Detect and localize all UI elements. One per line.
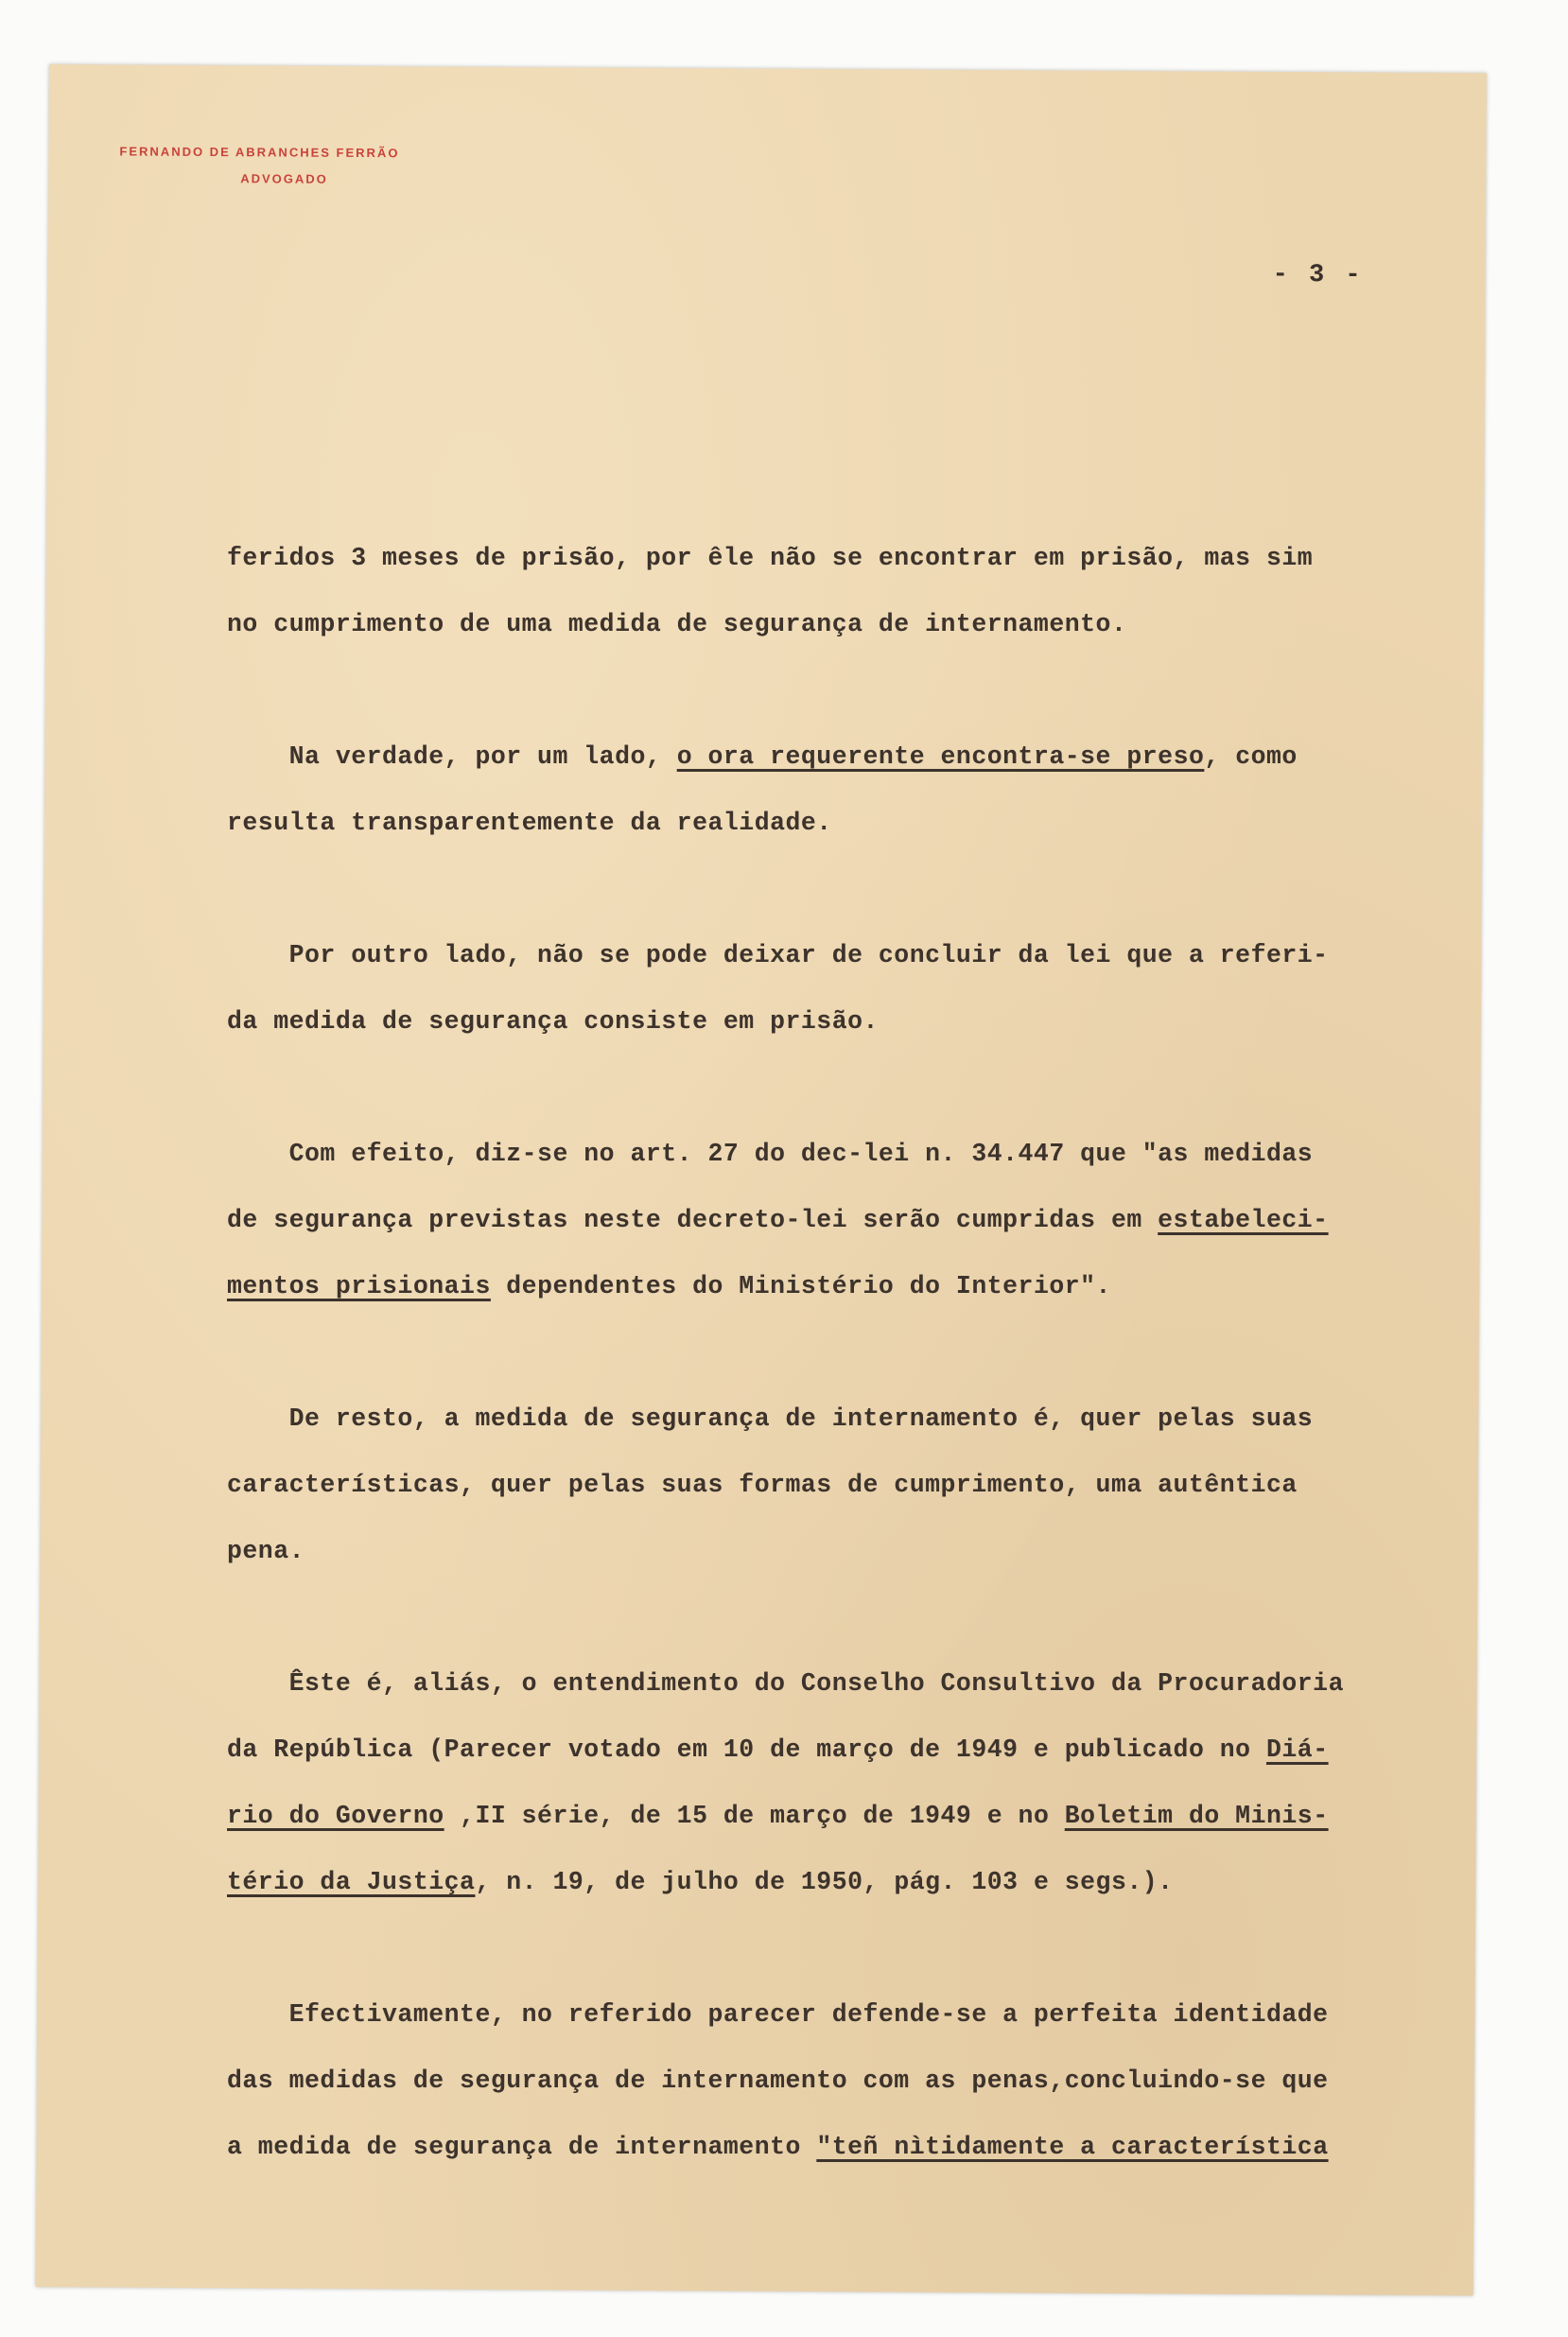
text-line [227, 1121, 1437, 1187]
text-segment: , n. 19, de julho de 1950, pág. 103 e segs.). [475, 1868, 1174, 1896]
text-segment: dependentes do Ministério do Interior". [490, 1272, 1111, 1300]
text-segment: das medidas de segurança de internamento com as penas,concluindo-se que [227, 2067, 1329, 2095]
paragraph [227, 724, 1437, 856]
text-line [227, 591, 1437, 657]
text-line [227, 1253, 1437, 1319]
text-segment: Êste é, aliás, o entendimento do Conselho Consultivo da Procuradoria [227, 1669, 1344, 1698]
letterhead-name: FERNANDO DE ABRANCHES FERRÃO [119, 144, 400, 161]
underlined-text: Diá- [1265, 1735, 1329, 1764]
text-line [227, 1783, 1437, 1849]
text-line [227, 724, 1437, 790]
text-line [227, 2114, 1437, 2180]
letterhead-role: ADVOGADO [240, 171, 328, 186]
paragraph [227, 1650, 1437, 1915]
text-segment: a medida de segurança de internamento [227, 2133, 817, 2161]
body-text [227, 525, 1437, 2180]
text-line [227, 2048, 1437, 2114]
underlined-text: tério da Justiça [227, 1868, 476, 1896]
text-segment: da medida de segurança consiste em prisão. [227, 1007, 879, 1036]
text-line [227, 1187, 1437, 1253]
paragraph [227, 1386, 1437, 1584]
underlined-text: mentos prisionais [227, 1272, 491, 1300]
text-line [227, 1386, 1437, 1452]
underlined-text: rio do Governo [227, 1802, 444, 1830]
text-segment: resulta transparentemente da realidade. [227, 809, 832, 837]
paragraph [227, 922, 1437, 1055]
text-line [227, 1452, 1437, 1518]
text-segment: características, quer pelas suas formas de cumprimento, uma autêntica [227, 1471, 1298, 1499]
text-line [227, 1518, 1437, 1584]
paragraph [227, 1121, 1437, 1319]
text-line [227, 790, 1437, 856]
text-line [227, 1981, 1437, 2048]
text-segment: , como [1204, 742, 1298, 771]
text-line [227, 922, 1437, 988]
text-segment: feridos 3 meses de prisão, por êle não se encontrar em prisão, mas sim [227, 544, 1314, 572]
underlined-text: estabeleci- [1158, 1206, 1329, 1234]
text-segment: ,II série, de 15 de março de 1949 e no [444, 1802, 1065, 1830]
text-segment: Efectivamente, no referido parecer defende-se a perfeita identidade [227, 2000, 1329, 2029]
text-segment: De resto, a medida de segurança de internamento é, quer pelas suas [227, 1404, 1314, 1433]
text-segment: pena. [227, 1537, 305, 1565]
text-segment: Por outro lado, não se pode deixar de concluir da lei que a referi- [227, 941, 1329, 969]
underlined-text: o ora requerente encontra-se preso [676, 742, 1205, 771]
underlined-text: "teñ nìtidamente a característica [816, 2133, 1329, 2161]
text-segment: no cumprimento de uma medida de segurança de internamento. [227, 610, 1127, 638]
text-segment: Na verdade, por um lado, [227, 742, 677, 771]
text-line [227, 525, 1437, 591]
underlined-text: Boletim do Minis- [1064, 1802, 1329, 1830]
text-segment: de segurança previstas neste decreto-lei serão cumpridas em [227, 1206, 1159, 1234]
paragraph [227, 1981, 1437, 2180]
text-line [227, 1650, 1437, 1717]
text-line [227, 1717, 1437, 1783]
text-line [227, 988, 1437, 1055]
paragraph [227, 525, 1437, 657]
text-line [227, 1849, 1437, 1915]
text-segment: Com efeito, diz-se no art. 27 do dec-lei n. 34.447 que "as medidas [227, 1140, 1314, 1168]
letterhead [119, 138, 399, 193]
text-segment: da República (Parecer votado em 10 de março de 1949 e publicado no [227, 1735, 1266, 1764]
page-number: - 3 - [1272, 260, 1364, 290]
